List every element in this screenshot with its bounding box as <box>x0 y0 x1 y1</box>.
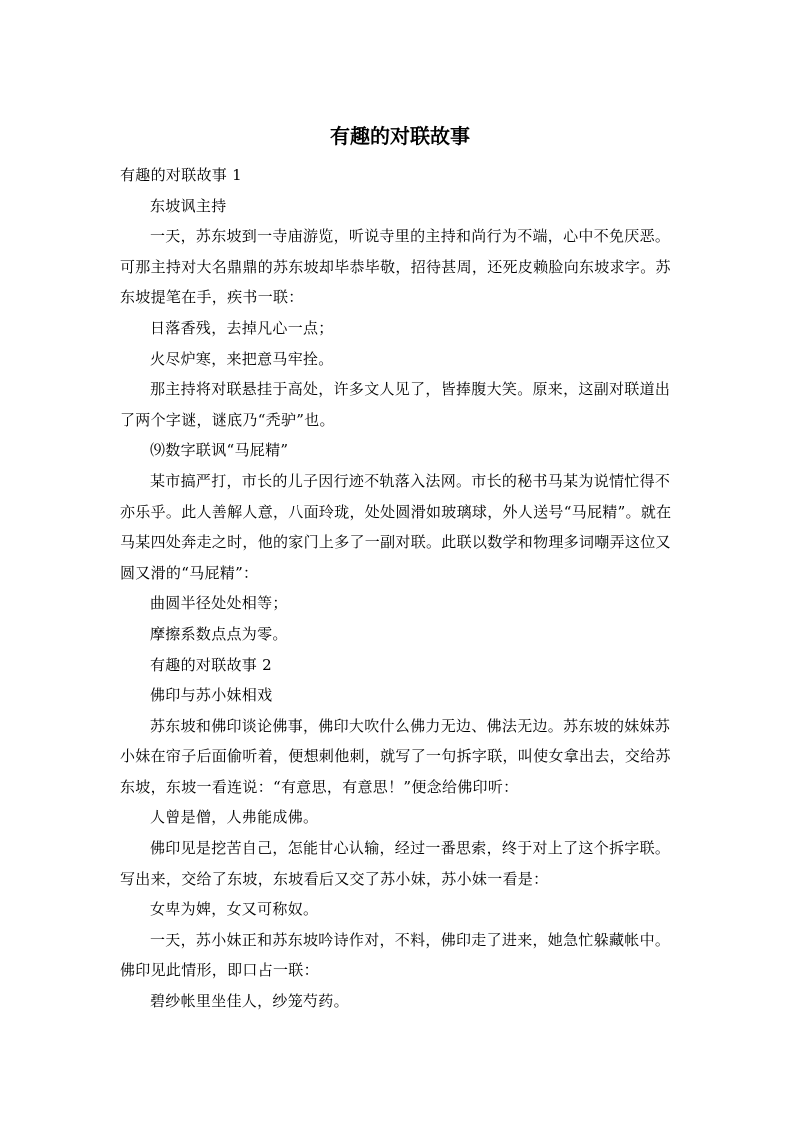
document-body <box>120 160 680 1017</box>
paragraph: ⑼数字联讽“马屁精” <box>150 441 289 460</box>
paragraph: 东坡讽主持 <box>150 196 227 215</box>
paragraph: 日落香残，去掉凡心一点； <box>150 318 334 337</box>
paragraph: 佛印见是挖苦自己，怎能甘心认输，经过一番思索，终于对上了这个拆字联。写出来，交给了东坡，东坡看后又交了苏小妹，苏小妹一看是： <box>120 839 671 888</box>
paragraph: 有趣的对联故事 1 <box>120 166 243 184</box>
paragraph: 女卑为婢，女又可称奴。 <box>150 900 319 919</box>
paragraph: 火尽炉寒，来把意马牢拴。 <box>150 349 334 368</box>
paragraph: 一天，苏小妹正和苏东坡吟诗作对，不料，佛印走了进来，她急忙躲藏帐中。佛印见此情形，即口占一联： <box>120 930 671 980</box>
paragraph: 碧纱帐里坐佳人，纱笼芍药。 <box>150 992 349 1011</box>
paragraph: 佛印与苏小妹相戏 <box>150 686 273 705</box>
document-title: 有趣的对联故事 <box>330 124 470 148</box>
paragraph: 某市搞严打，市长的儿子因行迹不轨落入法网。市长的秘书马某为说情忙得不亦乐乎。此人善解人意，八面玲珑，处处圆滑如玻璃球，外人送号“马屁精”。就在马某四处奔走之时，他的家门上多了一副对联。此联以数学和物理多词嘲弄这位又圆又滑的“马屁精”： <box>120 471 672 582</box>
paragraph: 摩擦系数点点为零。 <box>150 624 288 643</box>
paragraph: 一天，苏东坡到一寺庙游览，听说寺里的主持和尚行为不端，心中不免厌恶。可那主持对大名鼎鼎的苏东坡却毕恭毕敬，招待甚周，还死皮赖脸向东坡求字。苏东坡提笔在手，疾书一联： <box>120 227 671 307</box>
paragraph: 有趣的对联故事 2 <box>150 655 273 674</box>
paragraph: 那主持将对联悬挂于高处，许多文人见了，皆捧腹大笑。原来，这副对联道出了两个字谜，谜底乃“秃驴”也。 <box>120 380 671 429</box>
paragraph: 人曾是僧，人弗能成佛。 <box>150 808 319 827</box>
paragraph: 曲圆半径处处相等； <box>150 594 288 613</box>
paragraph: 苏东坡和佛印谈论佛事，佛印大吹什么佛力无边、佛法无边。苏东坡的妹妹苏小妹在帘子后面偷听着，便想刺他刺，就写了一句拆字联，叫使女拿出去，交给苏东坡，东坡一看连说：“有意思，有意思！”便念给佛印听： <box>120 716 671 796</box>
